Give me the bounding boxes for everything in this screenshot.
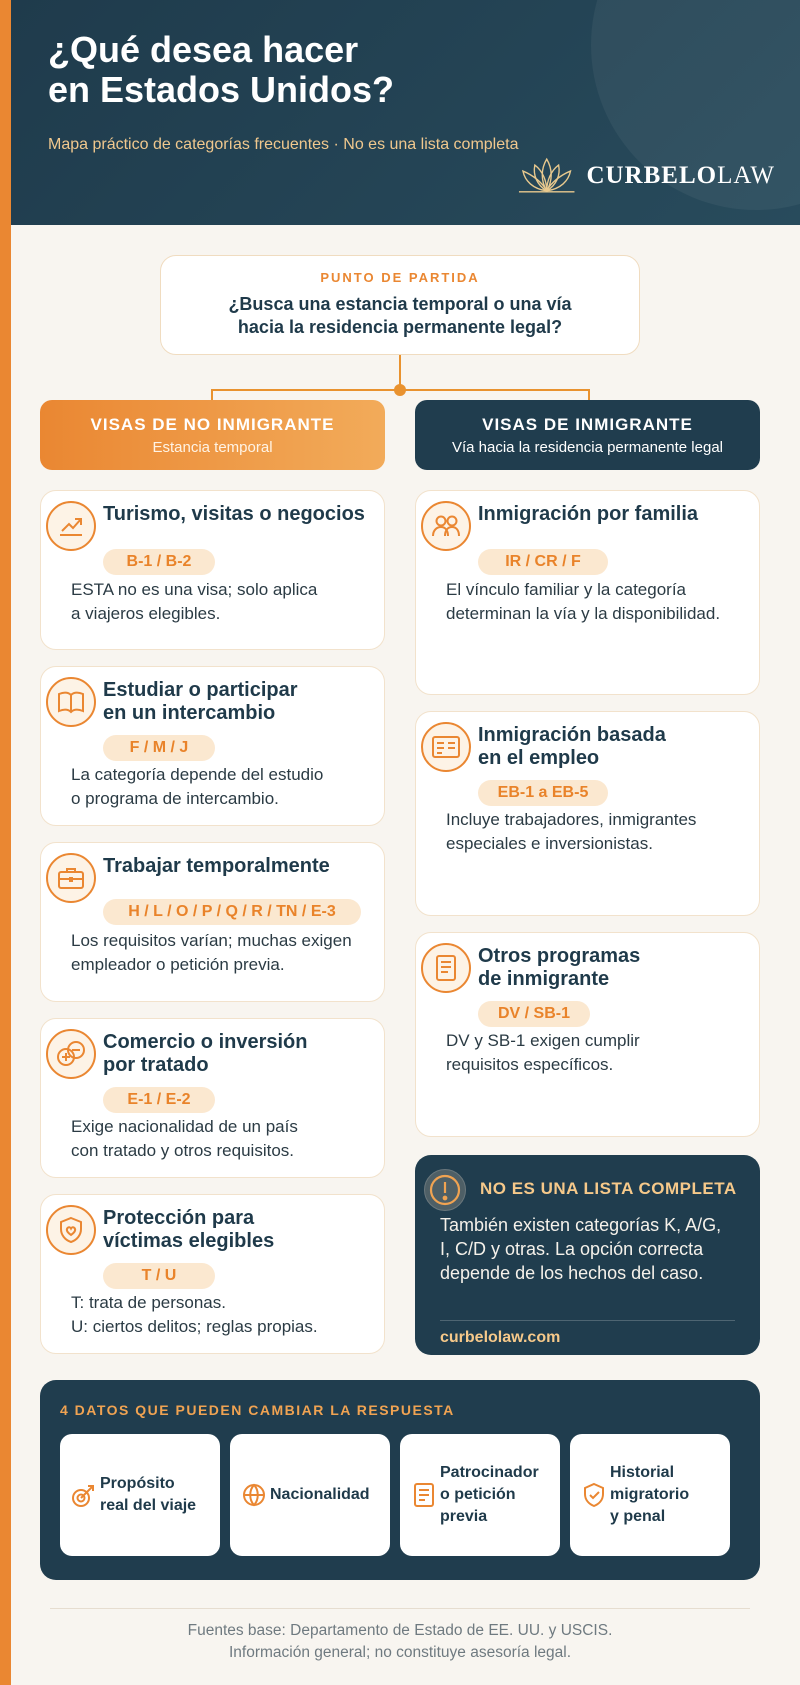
facts-title: 4 DATOS QUE PUEDEN CAMBIAR LA RESPUESTA [60,1402,455,1418]
immigrant-column-header [415,400,760,470]
shield-check-icon [580,1481,608,1509]
card-description: El vínculo familiar y la categoría determinan la vía y la disponibilidad. [446,580,721,623]
fact-purpose [60,1434,220,1556]
fact-label: Patrocinador o petición previa [440,1464,539,1525]
id-card-icon [421,722,471,772]
key-facts-panel [40,1380,760,1580]
fact-label: Propósito real del viaje [100,1475,197,1514]
book-icon [46,677,96,727]
trending-icon [46,501,96,551]
card-title: Trabajar temporalmente [103,855,330,877]
card-description: ESTA no es una visa; solo aplica a viajeros elegibles. [71,580,318,623]
question-line: ¿Busca una estancia temporal o una vía [228,294,572,314]
column-subtitle: Estancia temporal [152,439,273,456]
card-title: Inmigración basada en el empleo [478,724,666,769]
card-description: Los requisitos varían; muchas exigen empleador o petición previa. [71,931,352,974]
starting-question [161,293,639,339]
question-line: hacia la residencia permanente legal? [237,317,563,337]
page-title [48,30,548,110]
website-link[interactable]: curbelolaw.com [440,1329,561,1346]
document-icon [421,943,471,993]
card-title: Inmigración por familia [478,503,699,525]
card-work [40,842,385,1002]
footer-line: Información general; no constituye asesoría legal. [228,1644,572,1661]
card-title: Otros programas de inmigrante [478,945,641,990]
card-description: T: trata de personas. U: ciertos delitos; reglas propias. [71,1293,318,1336]
briefcase-icon [46,853,96,903]
card-title: Turismo, visitas o negocios [103,503,365,525]
globe-icon [240,1482,268,1508]
starting-point-label: PUNTO DE PARTIDA [320,270,480,285]
fact-label: Nacionalidad [270,1486,370,1503]
brand-name: CURBELOLAW [586,162,775,189]
visa-code-pill: T / U [103,1263,215,1289]
shield-heart-icon [46,1205,96,1255]
card-description: La categoría depende del estudio o programa de intercambio. [71,765,324,808]
page-header [11,0,800,225]
title-line: ¿Qué desea hacer [48,29,359,70]
column-title: VISAS DE NO INMIGRANTE [90,415,335,434]
card-title: Estudiar o participar en un intercambio [103,679,298,724]
card-title: Protección para víctimas elegibles [103,1207,275,1252]
card-employment [415,711,760,916]
page-subtitle: Mapa práctico de categorías frecuentes · No es una lista completa [48,136,519,153]
family-icon [421,501,471,551]
visa-code-pill: F / M / J [103,735,215,761]
fact-history [570,1434,730,1556]
fact-nationality [230,1434,390,1556]
brand-logo [515,156,775,196]
card-title: Comercio o inversión por tratado [103,1031,308,1076]
footer-divider [50,1608,750,1609]
connector-dot [394,384,406,396]
title-line: en Estados Unidos? [48,69,395,110]
card-family [415,490,760,695]
visa-code-pill: DV / SB-1 [478,1001,590,1027]
lotus-icon [515,157,578,195]
visa-code-pill: B-1 / B-2 [103,549,215,575]
visa-code-pill: EB-1 a EB-5 [478,780,608,806]
divider [440,1320,735,1321]
card-description: Incluye trabajadores, inmigrantes especiales e inversionistas. [446,810,697,853]
card-trade [40,1018,385,1178]
card-tourism [40,490,385,650]
notice-description: También existen categorías K, A/G, I, C/D y otras. La opción correcta depende de los hechos del caso. [440,1215,722,1283]
card-description: Exige nacionalidad de un país con tratado y otros requisitos. [71,1117,298,1160]
accent-stripe [0,0,11,1685]
card-description: DV y SB-1 exigen cumplir requisitos específicos. [446,1031,640,1074]
document-icon [410,1481,438,1509]
fact-sponsor [400,1434,560,1556]
starting-point-box [160,255,640,355]
notice-title: NO ES UNA LISTA COMPLETA [480,1179,737,1198]
column-title: VISAS DE INMIGRANTE [482,415,693,434]
column-subtitle: Vía hacia la residencia permanente legal [451,439,723,456]
footer-note [0,1620,800,1664]
visa-code-pill: H / L / O / P / Q / R / TN / E-3 [103,899,361,925]
nonimmigrant-column-header [40,400,385,470]
fact-label: Historial migratorio y penal [610,1464,690,1525]
exclamation-icon [424,1169,466,1211]
visa-code-pill: E-1 / E-2 [103,1087,215,1113]
footer-line: Fuentes base: Departamento de Estado de EE. UU. y USCIS. [187,1622,613,1639]
card-study [40,666,385,826]
trade-icon [46,1029,96,1079]
card-other-programs [415,932,760,1137]
visa-code-pill: IR / CR / F [478,549,608,575]
incomplete-list-notice [415,1155,760,1355]
target-arrow-icon [70,1481,98,1509]
card-victims [40,1194,385,1354]
